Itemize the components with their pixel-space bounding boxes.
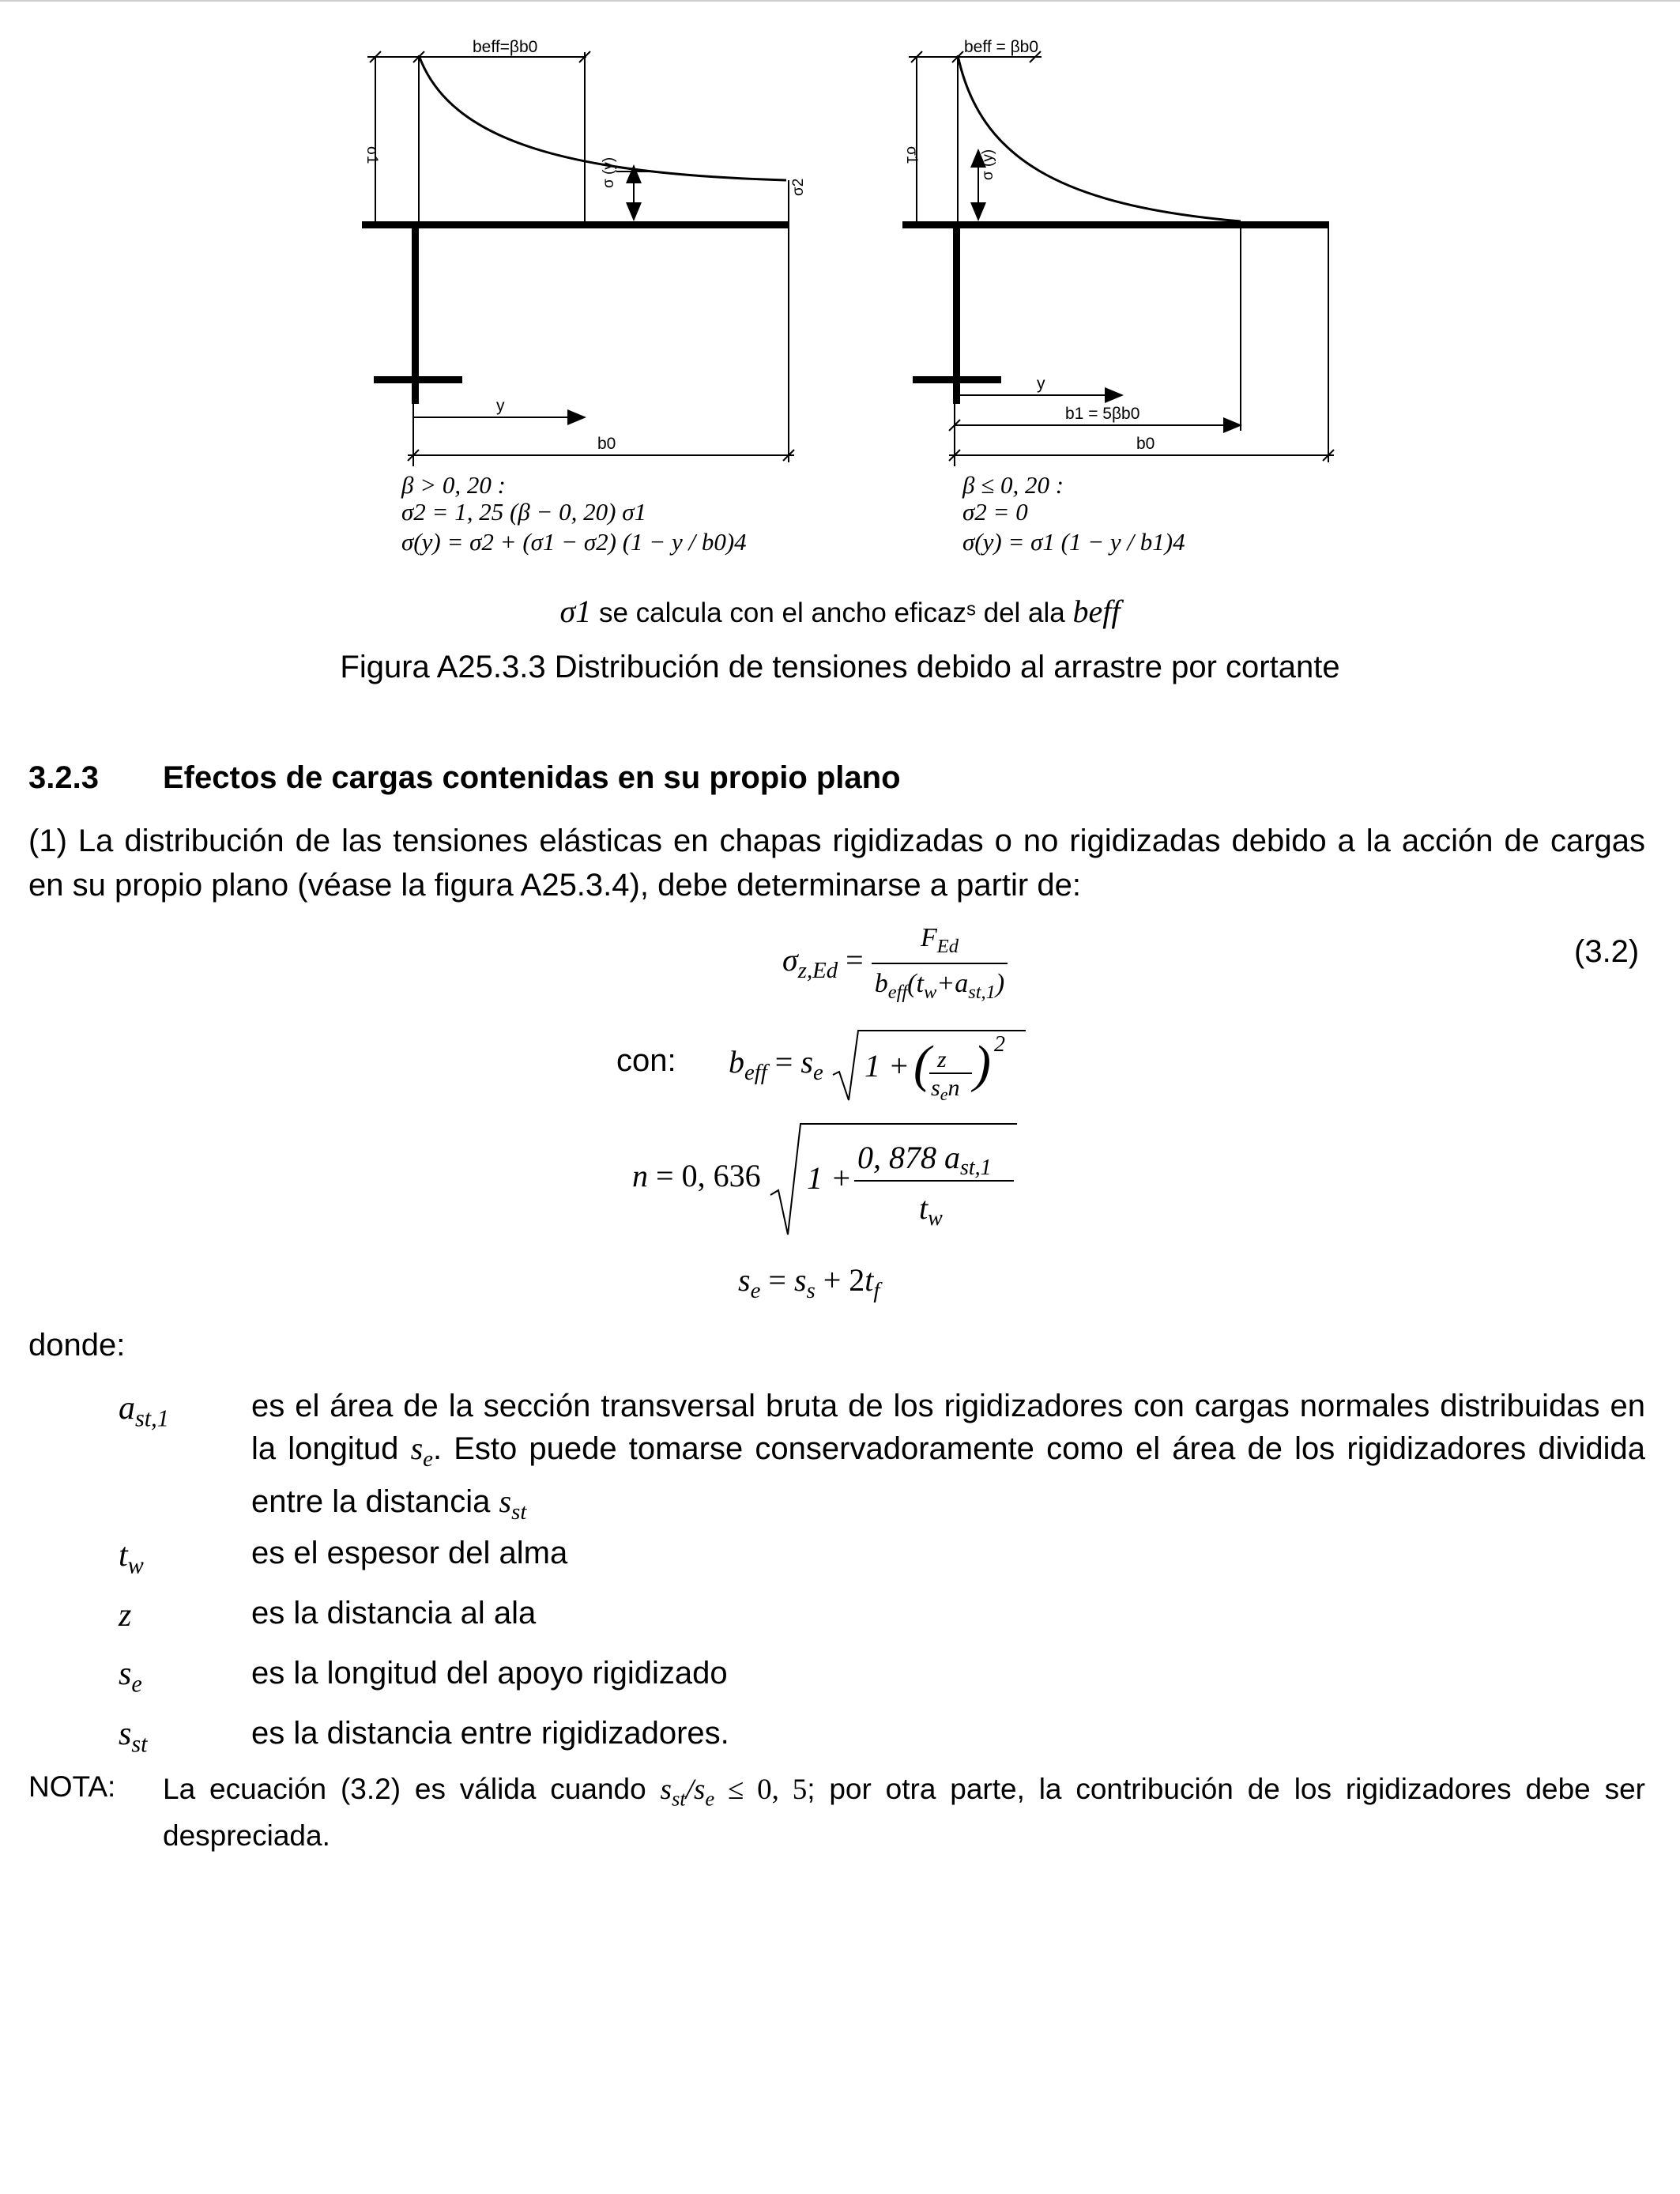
symbol-tw: $t_w$: [119, 1537, 144, 1579]
left-y-label: y: [496, 397, 505, 415]
nota-condition-value: 0, 5: [757, 1774, 808, 1806]
section-number: 3.2.3: [28, 760, 99, 795]
definition-se: es la longitud del apoyo rigidizado: [251, 1656, 728, 1691]
symbol-sst-inline: $s_{st}$: [499, 1483, 527, 1525]
sqrt-symbol-beff: [831, 1027, 1027, 1103]
left-eq-sigma2: σ2 = 1, 25 (β − 0, 20) σ1: [401, 498, 646, 526]
svg-text:sen: $s_en$: [930, 1075, 960, 1103]
symbol-z: z: [119, 1597, 132, 1634]
definition-ast1: [251, 1385, 1645, 1533]
left-sigma2-label: σ2: [790, 178, 807, 196]
equation-beff: $b_{eff} = s_e$ 1 + ( z $s_en$ ) 2: [729, 1027, 1027, 1103]
right-bottom-flange: [913, 376, 1001, 383]
svg-text:z: z: [936, 1046, 947, 1072]
right-y-label: y: [1037, 375, 1045, 393]
nota-text-a: La ecuación (3.2) es válida cuando: [163, 1773, 661, 1805]
top-border: [0, 0, 1680, 2]
right-eq-sigma2: σ2 = 0: [962, 498, 1028, 526]
left-flange: [362, 221, 789, 228]
symbol-se: $s_e$: [119, 1656, 142, 1698]
right-sigma1-label: σ1: [903, 146, 920, 164]
definition-ast1-text-a: es el área de la sección transversal bruta de los rigidizadores con cargas normales distribuidas en la longitud: [251, 1389, 1645, 1466]
definition-sst: es la distancia entre rigidizadores.: [251, 1716, 729, 1751]
equation-number: (3.2): [1574, 934, 1640, 969]
right-eq-sigma-y: σ(y) = σ1 (1 − y / b1)4: [962, 528, 1185, 556]
donde-label: donde:: [28, 1328, 126, 1363]
equation-n: n = 0, 636 1 + 0, 878 $a_{st,1}$ $t_w$: [632, 1121, 1019, 1238]
svg-text:2: 2: [993, 1032, 1005, 1057]
equation-se: $s_e = s_s + 2t_f$: [738, 1262, 880, 1303]
note-beff: beff: [1072, 594, 1121, 629]
left-diagram: [362, 51, 794, 466]
svg-text:tw: $t_w$: [918, 1190, 943, 1231]
stress-distribution-figure: [332, 24, 1359, 577]
nota-text-b: ; por otra parte, la contribución de los rigidizadores debe ser despreciada.: [163, 1773, 1645, 1853]
left-bottom-flange: [374, 376, 462, 383]
symbol-sst: $s_{st}$: [119, 1716, 148, 1758]
section-heading: [28, 760, 901, 796]
left-beff-label: beff=βb0: [473, 38, 538, 56]
right-beff-label: beff = βb0: [964, 38, 1039, 56]
right-b0-label: b0: [1136, 435, 1155, 453]
definition-tw: es el espesor del alma: [251, 1536, 568, 1570]
sqrt-symbol-n: [769, 1121, 1019, 1238]
right-stress-curve: [958, 55, 1241, 221]
svg-text:): ): [973, 1035, 991, 1093]
nota-text: [163, 1770, 1645, 1855]
intro-paragraph: (1) La distribución de las tensiones elásticas en chapas rigidizadas o no rigidizadas debido a la acción de cargas en su propio plano (véase la figura A25.3.4), debe determinarse a partir de:: [28, 824, 1645, 903]
equation-sigma-zed: $\sigma_{z,Ed}$ = $\frac{F_{Ed}}{b_{eff}(t_w+a_{st,1})}$: [782, 923, 1008, 1004]
figure-drawing: [332, 24, 1359, 577]
symbol-ast1: $a_{st,1}$: [119, 1390, 169, 1432]
definition-ast1-text-b: . Esto puede tomarse conservadoramente como el área de los rigidizadores dividida entre la distancia: [251, 1431, 1645, 1519]
left-sigma-y-label: σ (y): [601, 156, 617, 188]
right-b1-label: b1 = 5βb0: [1065, 405, 1140, 423]
figure-caption: Figura A25.3.3 Distribución de tensiones debido al arrastre por cortante: [340, 650, 1340, 684]
symbol-se-inline: $s_e$: [410, 1431, 433, 1472]
left-eq-beta: β > 0, 20 :: [401, 471, 506, 499]
section-title: Efectos de cargas contenidas en su propio plano: [163, 760, 901, 795]
left-b0-label: b0: [597, 435, 616, 453]
con-label: con:: [616, 1043, 676, 1078]
svg-text:1 +: 1 +: [806, 1160, 852, 1196]
note-text: se calcula con el ancho eficazˢ del ala: [591, 598, 1073, 628]
right-flange: [902, 221, 1329, 228]
svg-text:1 +: 1 +: [864, 1048, 910, 1084]
svg-text:(: (: [913, 1035, 931, 1093]
figure-note: [0, 593, 1680, 630]
right-sigma-y-label: σ (y): [980, 149, 996, 180]
left-sigma1-label: σ1: [363, 146, 380, 164]
left-eq-sigma-y: σ(y) = σ2 + (σ1 − σ2) (1 − y / b0)4: [401, 528, 747, 556]
n-coefficient: 0, 636: [681, 1158, 761, 1194]
definition-z: es la distancia al ala: [251, 1596, 537, 1630]
note-sigma1: σ1: [559, 594, 592, 629]
svg-text:0, 878 ast,1: 0, 878 $a_{st,1}$: [857, 1140, 992, 1180]
nota-condition: $s_{st}/s_e$ ≤: [660, 1774, 744, 1811]
right-eq-beta: β ≤ 0, 20 :: [962, 471, 1064, 499]
nota-label: NOTA:: [28, 1770, 116, 1803]
